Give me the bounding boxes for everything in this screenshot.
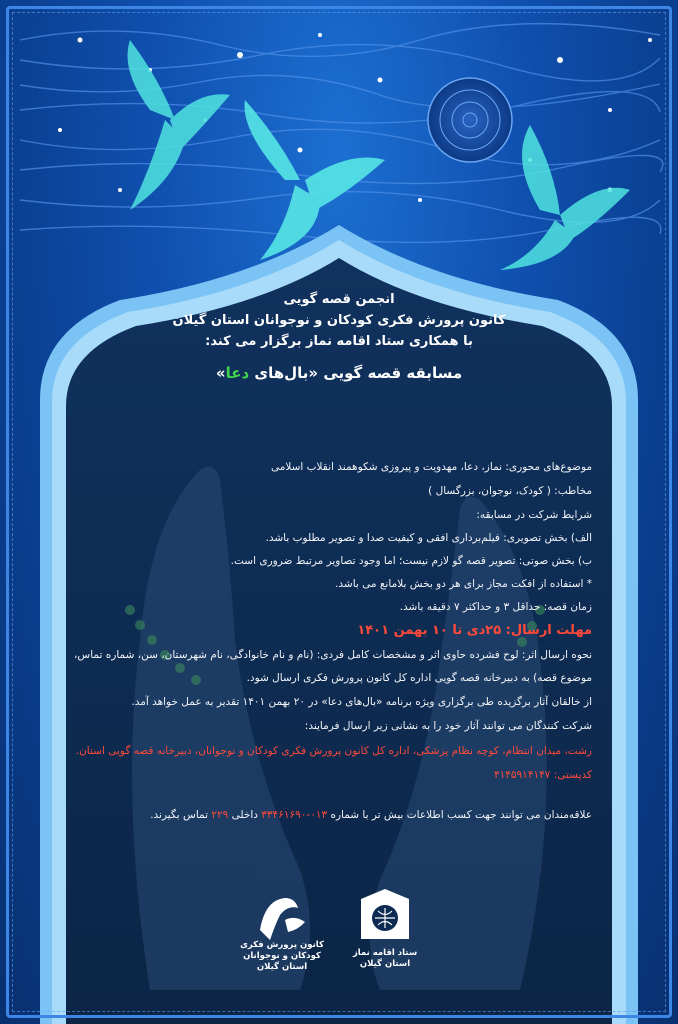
condition-note: * استفاده از افکت مجاز برای هر دو بخش بلامانع می باشد.	[335, 578, 592, 590]
contact-text	[86, 808, 592, 822]
deadline-text: مهلت ارسال: ۲۵دی تا ۱۰ بهمن ۱۴۰۱	[357, 623, 592, 638]
setad-logo-icon	[355, 885, 415, 947]
title-accent: دعا	[225, 364, 250, 382]
send-method-line-1: نحوه ارسال اثر: لوح فشرده حاوی اثر و مشخصات کامل فردی: (نام و نام خانوادگی، نام شهرستان، سن، شماره تماس،	[74, 649, 592, 661]
kanoon-logo-line-1: کانون پرورش فکری	[240, 940, 324, 950]
audience-text: مخاطب: ( کودک، نوجوان، بزرگسال )	[428, 485, 592, 497]
contact-suffix: تماس بگیرند.	[150, 809, 212, 821]
heading-line-1: انجمن قصه گویی	[283, 292, 395, 307]
heading-line-3: با همکاری ستاد اقامه نماز برگزار می کند:	[205, 334, 473, 349]
title-suffix: »	[215, 364, 226, 382]
setad-logo-line-2: استان گیلان	[359, 959, 411, 969]
kanoon-logo-text	[232, 940, 332, 973]
kanoon-logo-line-3: استان گیلان	[256, 962, 308, 972]
contact-prefix: علاقه‌مندان می توانند جهت کسب اطلاعات بیش تر با شماره	[327, 809, 592, 821]
address-intro: شرکت کنندگان می توانند آثار خود را به نشانی زیر ارسال فرمایند:	[304, 720, 592, 732]
contact-phone[interactable]: ۰۱۳-۳۳۴۶۱۶۹۰	[261, 809, 328, 821]
contact-mid: داخلی	[228, 809, 262, 821]
send-method-line-2: موضوع قصه) به دبیرخانه قصه گویی اداره کل کانون پرورش فکری ارسال شود.	[246, 672, 592, 684]
setad-logo-text	[340, 948, 430, 970]
title-prefix: مسابقه قصه گویی «بال‌های	[249, 364, 463, 382]
postal-code: کدپستی: ۴۱۴۵۹۱۴۱۴۷	[493, 769, 592, 781]
conditions-title: شرایط شرکت در مسابقه:	[476, 509, 592, 521]
address-text: رشت، میدان انتظام، کوچه نظام پزشکی، اداره کل کانون پرورش فکری کودکان و نوجوانان، دبیرخانه قصه گویی استان.	[75, 745, 592, 757]
topics-text: موضوع‌های محوری: نماز، دعا، مهدویت و پیروزی شکوهمند انقلاب اسلامی	[270, 461, 592, 473]
contest-title	[86, 364, 592, 382]
award-text: از خالقان آثار برگزیده طی برگزاری ویژه برنامه «بال‌های دعا» در ۲۰ بهمن ۱۴۰۱ تقدیر به عمل خواهد آمد.	[131, 696, 592, 708]
duration-text: زمان قصه: حداقل ۳ و حداکثر ۷ دقیقه باشد.	[399, 601, 592, 613]
heading-line-2: کانون پرورش فکری کودکان و نوجوانان استان گیلان	[172, 313, 506, 328]
setad-logo-line-1: ستاد اقامه نماز	[352, 948, 418, 958]
condition-a: الف) بخش تصویری: فیلم‌برداری افقی و کیفیت صدا و تصویر مطلوب باشد.	[265, 532, 592, 544]
condition-b: ب) بخش صوتی: تصویر قصه گو لازم نیست؛ اما وجود تصاویر مرتبط ضروری است.	[230, 555, 592, 567]
contact-ext: ۲۲۹	[211, 809, 229, 821]
kanoon-logo-line-2: کودکان و نوجوانان	[243, 951, 321, 961]
